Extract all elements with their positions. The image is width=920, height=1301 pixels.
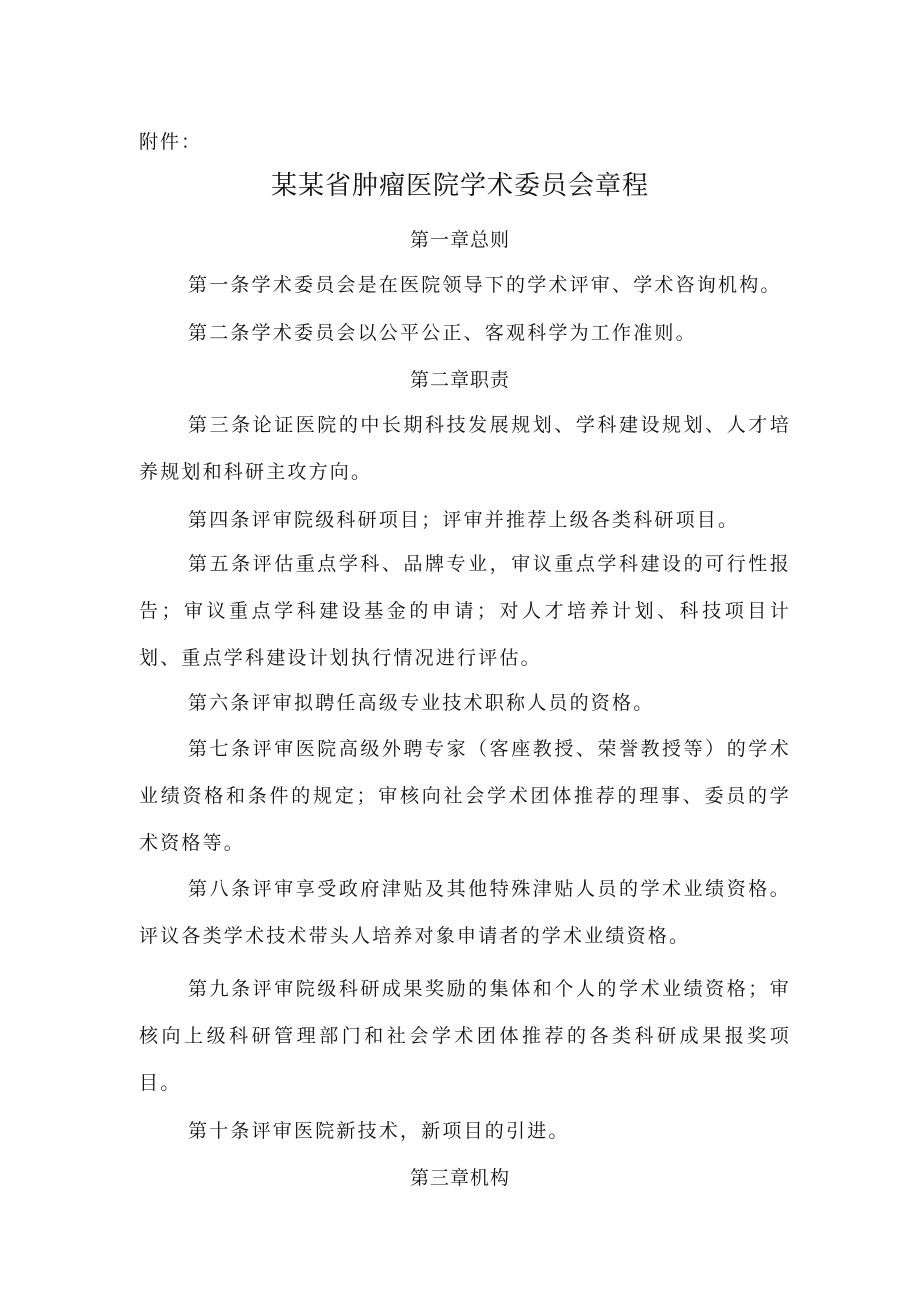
attachment-label: 附件： <box>139 131 203 153</box>
document-title: 某某省肿瘤医院学术委员会章程 <box>270 171 649 201</box>
article-9: 第九条评审院级科研成果奖励的集体和个人的学术业绩资格；审核向上级科研管理部门和社会学术团体推荐的各类科研成果报奖项目。 <box>139 978 791 1094</box>
chapter-heading-1: 第一章总则 <box>409 229 510 251</box>
chapter-heading-2: 第二章职责 <box>409 369 510 391</box>
article-2: 第二条学术委员会以公平公正、客观科学为工作准则。 <box>188 322 697 344</box>
article-10: 第十条评审医院新技术，新项目的引进。 <box>188 1120 570 1142</box>
article-1: 第一条学术委员会是在医院领导下的学术评审、学术咨询机构。 <box>188 274 782 296</box>
article-4: 第四条评审院级科研项目；评审并推荐上级各类科研项目。 <box>188 509 740 531</box>
article-3: 第三条论证医院的中长期科技发展规划、学科建设规划、人才培养规划和科研主攻方向。 <box>139 414 791 483</box>
article-8: 第八条评审享受政府津贴及其他特殊津贴人员的学术业绩资格。评议各类学术技术带头人培养对象申请者的学术业绩资格。 <box>139 878 791 947</box>
article-6: 第六条评审拟聘任高级专业技术职称人员的资格。 <box>188 692 655 714</box>
chapter-heading-3: 第三章机构 <box>409 1167 510 1189</box>
article-5: 第五条评估重点学科、品牌专业，审议重点学科建设的可行性报告；审议重点学科建设基金的申请；对人才培养计划、科技项目计划、重点学科建设计划执行情况进行评估。 <box>139 553 791 669</box>
article-7: 第七条评审医院高级外聘专家（客座教授、荣誉教授等）的学术业绩资格和条件的规定；审核向社会学术团体推荐的理事、委员的学术资格等。 <box>139 738 791 854</box>
